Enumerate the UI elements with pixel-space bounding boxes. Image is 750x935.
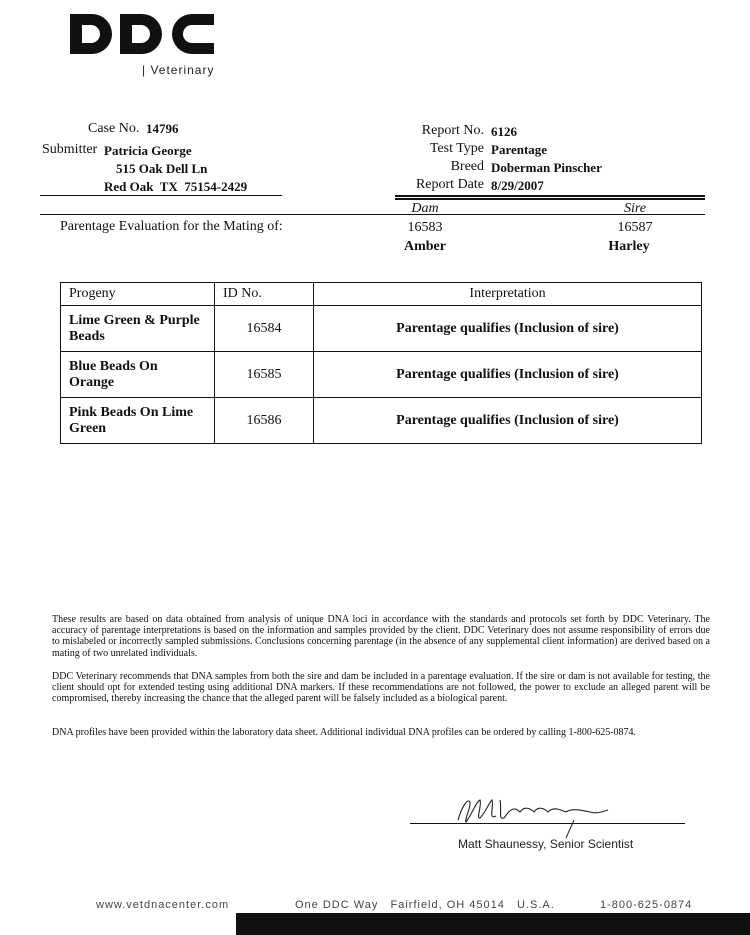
header-rule-left [40, 195, 282, 196]
breed-label: Breed [450, 159, 484, 174]
test-type-value: Parentage [491, 142, 548, 157]
progeny-interpretation: Parentage qualifies (Inclusion of sire) [314, 398, 702, 444]
case-no-value: 14796 [146, 121, 179, 136]
header-rule-right-bottom [395, 198, 705, 200]
footer-black-bar [236, 913, 750, 935]
submitter-name: Patricia George [104, 143, 192, 158]
progeny-name: Lime Green & Purple Beads [61, 306, 215, 352]
progeny-name: Pink Beads On Lime Green [61, 398, 215, 444]
submitter-label: Submitter [42, 142, 98, 157]
disclaimer-paragraph-2: DDC Veterinary recommends that DNA samples from both the sire and dam be included in a parentage evaluation. If the sire or dam is not available for testing, the client should opt for extended testing using additional DNA markers. If these recommendations are not followed, the power to exclude an alleged parent will be compromised, thereby increasing the chance that the alleged parent will be falsely included as a biological parent. [52, 671, 710, 705]
col-header-progeny: Progeny [61, 283, 215, 306]
table-row [61, 352, 702, 398]
dam-name: Amber [404, 239, 446, 254]
sire-header: Sire [623, 201, 647, 216]
footer-address: One DDC Way Fairfield, OH 45014 U.S.A. [295, 899, 555, 911]
disclaimer-paragraph-1: These results are based on data obtained from analysis of unique DNA loci in accordance with the standards and protocols set forth by DDC Veterinary. The accuracy of parentage interpretations is based on the information and samples provided by the client. DDC Veterinary does not assume responsibility of errors due to mislabeled or incorrectly sampled submissions. Conclusions concerning parentage (in the absence of any supplemental client information) are derived based on a mating of two unrelated individuals. [52, 614, 710, 659]
signatory-name-title: Matt Shaunessy, Senior Scientist [458, 837, 634, 851]
footer-phone: 1-800-625-0874 [600, 899, 693, 911]
footer-website: www.vetdnacenter.com [96, 899, 230, 911]
test-type-label: Test Type [429, 141, 484, 156]
table-row [61, 398, 702, 444]
signature-line [410, 823, 685, 824]
progeny-id: 16586 [215, 398, 314, 444]
disclaimer-paragraph-3: DNA profiles have been provided within the laboratory data sheet. Additional individual DNA profiles can be ordered by calling 1-800-625-0874. [52, 727, 637, 738]
sire-name: Harley [608, 239, 650, 254]
report-date-label: Report Date [415, 177, 484, 192]
submitter-address2: Red Oak TX 75154-2429 [104, 179, 248, 194]
report-no-value: 6126 [491, 124, 517, 139]
report-no-label: Report No. [421, 123, 484, 138]
header-rule-right-top [395, 195, 705, 197]
progeny-interpretation: Parentage qualifies (Inclusion of sire) [314, 352, 702, 398]
table-row [61, 306, 702, 352]
ddc-logo [68, 10, 218, 63]
breed-value: Doberman Pinscher [491, 160, 602, 175]
report-date-value: 8/29/2007 [491, 178, 544, 193]
sire-id: 16587 [617, 220, 653, 235]
progeny-id: 16584 [215, 306, 314, 352]
progeny-interpretation: Parentage qualifies (Inclusion of sire) [314, 306, 702, 352]
mating-label: Parentage Evaluation for the Mating of: [60, 219, 283, 234]
dam-id: 16583 [407, 220, 443, 235]
col-header-interpretation: Interpretation [314, 283, 702, 306]
logo-subtitle: | Veterinary [142, 63, 215, 77]
submitter-address1: 515 Oak Dell Ln [116, 161, 208, 176]
signature-scribble [440, 790, 640, 840]
col-header-id: ID No. [215, 283, 314, 306]
case-no-label: Case No. [88, 121, 140, 136]
ddc-logo-mark [68, 10, 218, 58]
dam-header: Dam [411, 201, 439, 216]
table-header-row [61, 283, 702, 306]
progeny-id: 16585 [215, 352, 314, 398]
progeny-table [60, 282, 702, 444]
progeny-name: Blue Beads On Orange [61, 352, 215, 398]
